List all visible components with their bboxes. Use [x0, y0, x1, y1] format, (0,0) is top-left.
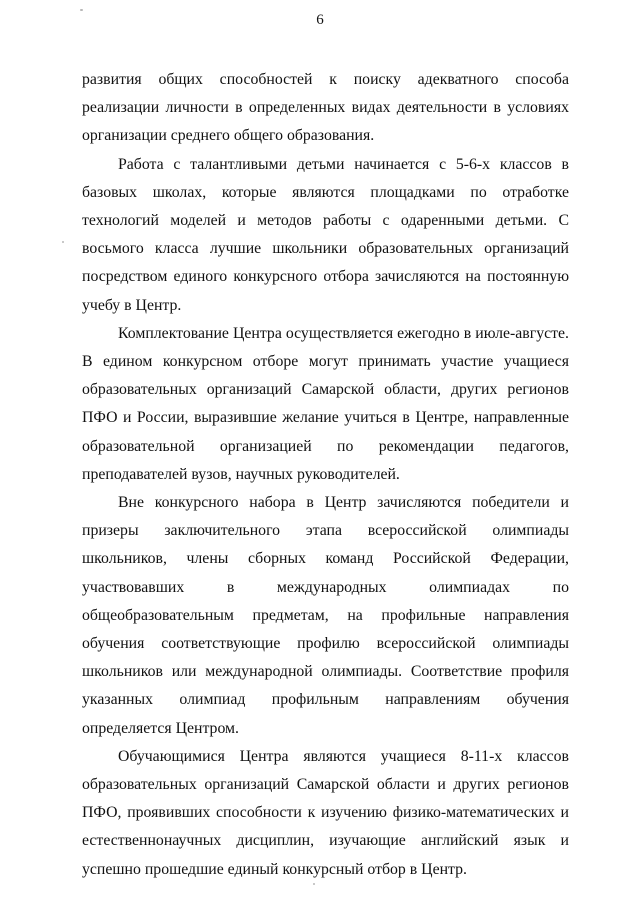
- document-body: [82, 66, 569, 884]
- paragraph-continuation: развития общих способностей к поиску адекватного способа реализации личности в определенных видах деятельности в условиях организации среднего общего образования.: [82, 71, 569, 145]
- paragraph-non-competitive-admission: Вне конкурсного набора в Центр зачисляются победители и призеры заключительного этапа всероссийской олимпиады школьников, члены сборных команд Российской Федерации, участвовавших в международных олимпиадах по общеобразовательным предметам, на профильные направления обучения соответствующие профилю всероссийской олимпиады школьников или международной олимпиады. Соответствие профиля указанных олимпиад профильным направлениям обучения определяется Центром.: [82, 494, 569, 737]
- paragraph-talented-children: Работа с талантливыми детьми начинается с 5-6-х классов в базовых школах, которые являются площадками по отработке технологий моделей и методов работы с одаренными детьми. С восьмого класса лучшие школьники образовательных организаций посредством единого конкурсного отбора зачисляются на постоянную учебу в Центр.: [82, 155, 569, 314]
- paragraph-enrollment: Комплектование Центра осуществляется ежегодно в июле-августе. В едином конкурсном отборе могут принимать участие учащиеся образовательных организаций Самарской области, других регионов ПФО и России, выразившие желание учиться в Центре, направленные образовательной организацией по рекомендации педагогов, преподавателей вузов, научных руководителей.: [82, 324, 569, 483]
- page-number: 6: [316, 12, 324, 28]
- scan-speck: [62, 241, 64, 243]
- paragraph-students: Обучающимися Центра являются учащиеся 8-11-х классов образовательных организаций Самарской области и других регионов ПФО, проявивших способности к изучению физико-математических и естественнонаучных дисциплин, изучающие английский язык и успешно прошедшие единый конкурсный отбор в Центр.: [82, 747, 569, 878]
